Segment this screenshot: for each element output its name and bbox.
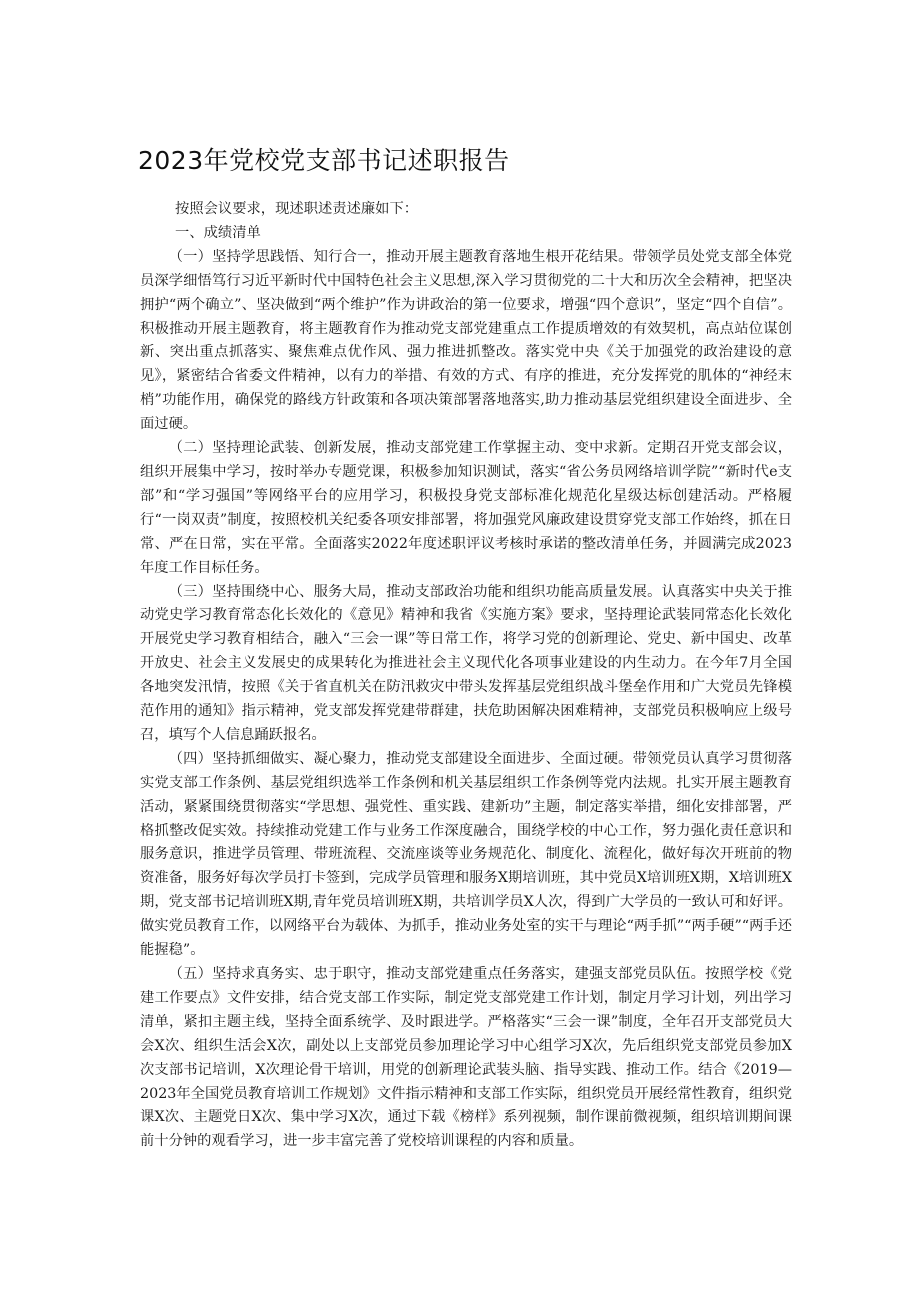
paragraph-1: （一）坚持学思践悟、知行合一，推动开展主题教育落地生根开花结果。带领学员处党支部全体党员深学细悟笃行习近平新时代中国特色社会主义思想,深入学习贯彻党的二十大和历次全会精神，把坚决拥护“两个确立”、坚决做到“两个维护”作为讲政治的第一位要求，增强“四个意识”，坚定“四个自信”。积极推动开展主题教育，将主题教育作为推动党支部党建重点工作提质增效的有效契机，高点站位谋创新、突出重点抓落实、聚焦难点优作风、强力推进抓整改。落实党中央《关于加强党的政治建设的意见》，紧密结合省委文件精神，以有力的举措、有效的方式、有序的推进，充分发挥党的肌体的“神经末梢”功能作用，确保党的路线方针政策和各项决策部署落地落实,助力推动基层党组织建设全面进步、全面过硬。 <box>140 248 792 433</box>
paragraph-4: （四）坚持抓细做实、凝心聚力，推动党支部建设全面进步、全面过硬。带领党员认真学习贯彻落实党支部工作条例、基层党组织选举工作条例和机关基层组织工作条例等党内法规。扎实开展主题教育活动，紧紧围绕贯彻落实“学思想、强党性、重实践、建新功”主题，制定落实举措，细化安排部署，严格抓整改促实效。持续推动党建工作与业务工作深度融合，围绕学校的中心工作，努力强化责任意识和服务意识，推进学员管理、带班流程、交流座谈等业务规范化、制度化、流程化，做好每次开班前的物资准备，服务好每次学员打卡签到，完成学员管理和服务X期培训班，其中党员X培训班X期，X培训班X期，党支部书记培训班X期,青年党员培训班X期，共培训学员X人次，得到广大学员的一致认可和好评。做实党员教育工作，以网络平台为载体、为抓手，推动业务处室的实干与理论“两手抓”“两手硬”“两手还能握稳”。 <box>140 750 792 959</box>
paragraph-2: （二）坚持理论武装、创新发展，推动支部党建工作掌握主动、变中求新。定期召开党支部会议，组织开展集中学习，按时举办专题党课，积极参加知识测试，落实“省公务员网络培训学院”“新时代e支部”和“学习强国”等网络平台的应用学习，积极投身党支部标准化规范化星级达标创建活动。严格履行“一岗双责”制度，按照校机关纪委各项安排部署，将加强党风廉政建设贯穿党支部工作始终，抓在日常、严在日常，实在平常。全面落实2022年度述职评议考核时承诺的整改清单任务，并圆满完成2023年度工作目标任务。 <box>140 440 792 576</box>
paragraph-3: （三）坚持围绕中心、服务大局，推动支部政治功能和组织功能高质量发展。认真落实中央关于推动党史学习教育常态化长效化的《意见》精神和我省《实施方案》要求，坚持理论武装同常态化长效化开展党史学习教育相结合，融入“三会一课”等日常工作，将学习党的创新理论、党史、新中国史、改革开放史、社会主义发展史的成果转化为推进社会主义现代化各项事业建设的内生动力。在今年7月全国各地突发汛情，按照《关于省直机关在防汛救灾中带头发挥基层党组织战斗堡垒作用和广大党员先锋模范作用的通知》指示精神，党支部发挥党建带群建，扶危助困解决困难精神，支部党员积极响应上级号召，填写个人信息踊跃报名。 <box>140 583 792 743</box>
intro-paragraph: 按照会议要求，现述职述责述廉如下： <box>175 201 419 217</box>
document-title: 2023年党校党支部书记述职报告 <box>138 146 510 175</box>
paragraph-5: （五）坚持求真务实、忠于职守，推动支部党建重点任务落实，建强支部党员队伍。按照学校《党建工作要点》文件安排，结合党支部工作实际，制定党支部党建工作计划，制定月学习计划，列出学习清单，紧扣主题主线，坚持全面系统学、及时跟进学。严格落实“三会一课”制度，全年召开支部党员大会X次、组织生活会X次，副处以上支部党员参加理论学习中心组学习X次，先后组织党支部党员参加X次支部书记培训，X次理论骨干培训，用党的创新理论武装头脑、指导实践、推动工作。结合《2019—2023年全国党员教育培训工作规划》文件指示精神和支部工作实际，组织党员开展经常性教育，组织党课X次、主题党日X次、集中学习X次，通过下载《榜样》系列视频，制作课前微视频，组织培训期间课前十分钟的观看学习，进一步丰富完善了党校培训课程的内容和质量。 <box>140 966 792 1150</box>
section-heading: 一、成绩清单 <box>175 224 261 241</box>
document-body <box>140 198 792 1154</box>
